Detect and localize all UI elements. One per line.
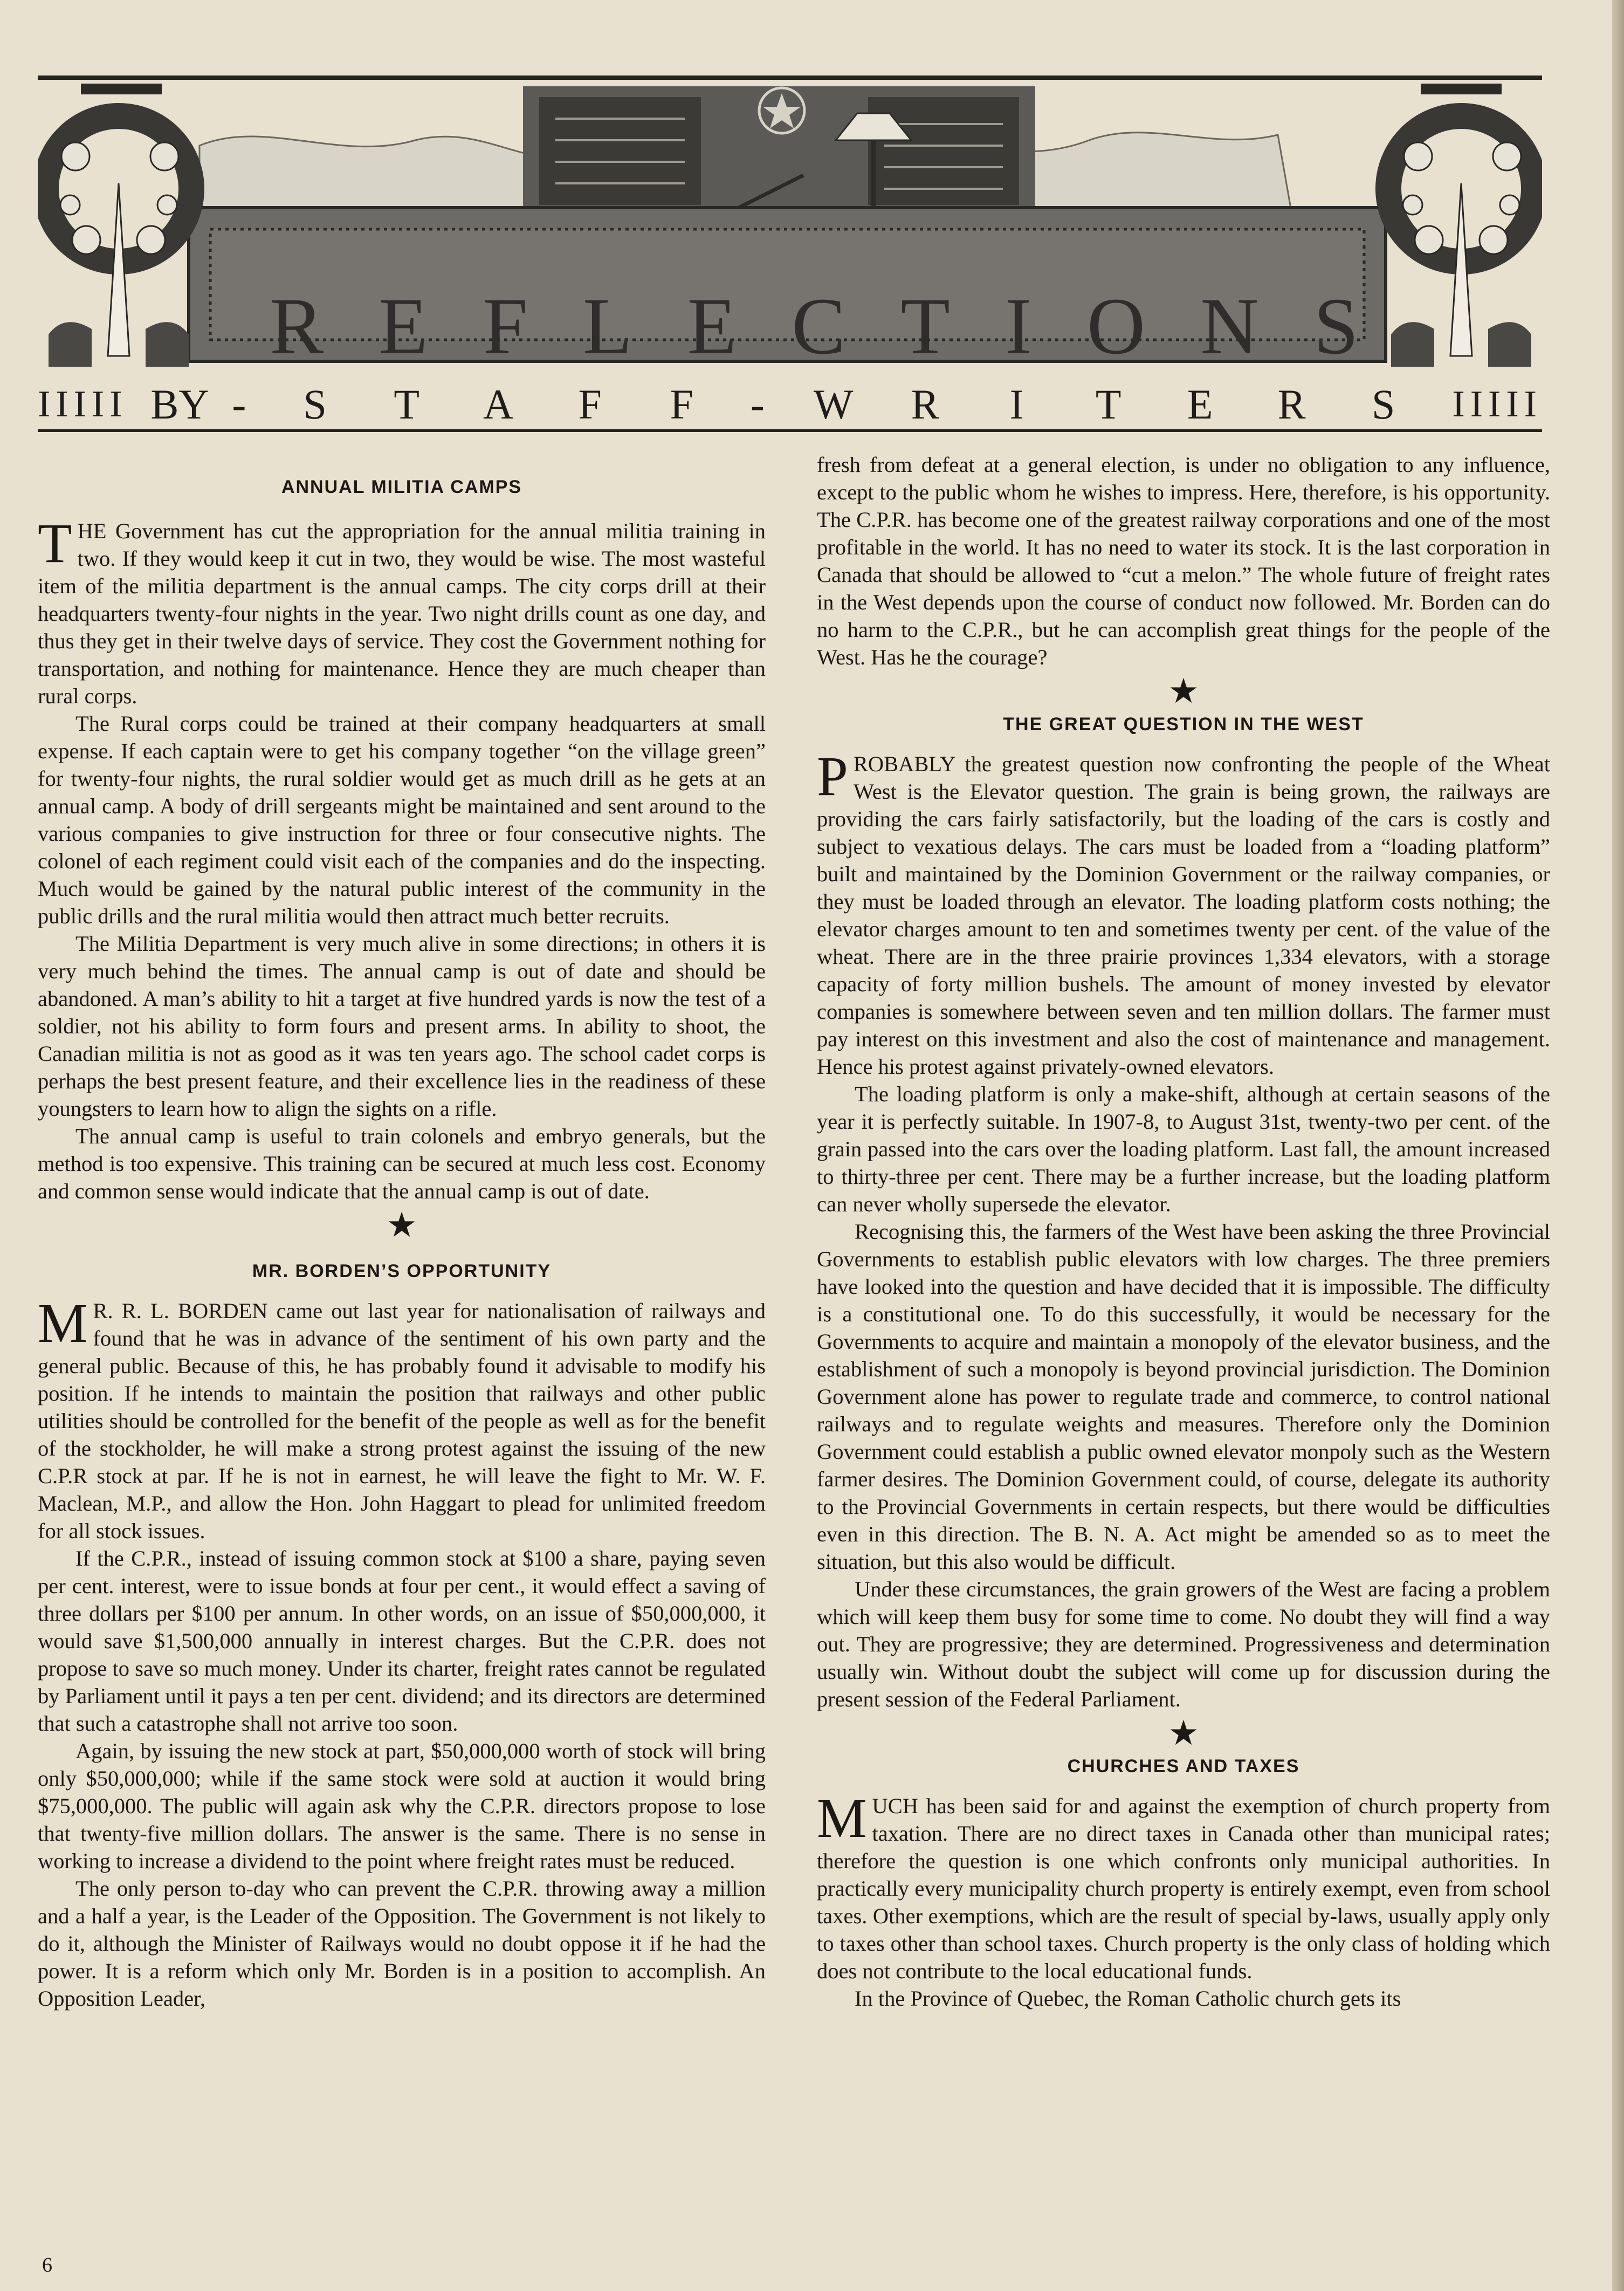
article-heading: MR. BORDEN’S OPPORTUNITY	[252, 1261, 552, 1281]
byline-by: BY	[150, 381, 209, 428]
byline-left-tally: IIIII	[38, 383, 128, 425]
drop-cap: M	[817, 1787, 867, 1849]
article-heading: THE GREAT QUESTION IN THE WEST	[1003, 714, 1364, 735]
article-paragraph	[817, 745, 1550, 1080]
article-paragraph: The loading platform is only a make-shift, although at certain seasons of the year it is perfectly suitable. In 1907-8, to August 31st, twenty-two per cent. of the grain passed into the cars over the loading platform. Last fall, the amount increased to thirty-three per cent. There may be a further increase, but the loading platform can never wholly supersede the elevator.	[817, 1082, 1550, 1216]
article-paragraph: Under these circumstances, the grain growers of the West are facing a problem which will keep them busy for some time to come. No doubt they will find a way out. They are progressive; they are determined. Progressiveness and determination usually win. Without doubt the subject will come up for discussion during the present session of the Federal Parliament.	[817, 1577, 1550, 1711]
article-paragraph: The only person to-day who can prevent the C.P.R. throwing away a million and a half a year, is the Leader of the Opposition. The Government is not likely to do it, although the Minister of Railways would no doubt oppose it if he had the power. It is a reform which only Mr. Borden is in a position to accomplish. An Opposition Leader,	[38, 1876, 766, 2011]
page-number: 6	[42, 2254, 52, 2276]
byline-writers	[788, 380, 1429, 429]
article-continuation: fresh from defeat at a general election, is under no obligation to any influence, except to the public whom he wishes to impress. Here, therefore, is his opportunity. The C.P.R. has become one of the greatest railway corporations and one of the most profitable in the world. It has no need to water its stock. It is the last corporation in Canada that should be allowed to “cut a melon.” The whole future of freight rates in the West depends upon the course of conduct now followed. Mr. Borden can do no harm to the C.P.R., but he can accomplish great things for the people of the West. Has he the courage?	[817, 452, 1550, 669]
article-paragraph: The Rural corps could be trained at their company headquarters at small expense. If each captain were to get his company together “on the village green” for twenty-four nights, the rural soldier would get as much drill as he gets at an annual camp. A body of drill sergeants might be maintained and sent around to the various companies to give instruction for three or four consecutive nights. The colonel of each regiment could visit each of the companies and do the inspecting. Much would be gained by the natural public interest of the community in the public drills and the rural militia would then attract much better recruits.	[38, 711, 766, 928]
paragraph-text: ROBABLY the greatest question now confronting the people of the Wheat West is the Elevator question. The grain is being grown, the railways are providing the cars fairly satisfactorily, but the loading of the cars is costly and subject to vexatious delays. The cars must be loaded from a “loading platform” built and maintained by the Dominion Government or the railway companies, or they must be loaded through an elevator. The loading platform costs nothing; the elevator charges amount to ten and sometimes twenty per cent. of the value of the wheat. There are in the three prairie provinces 1,334 elevators, with a storage capacity of forty million bushels. The amount of money invested by elevator companies is somewhere between seven and ten million dollars. The farmer must pay interest on this investment and also the cost of maintenance and management. Hence his protest against privately-owned elevators.	[817, 752, 1550, 1079]
drop-cap: P	[817, 745, 848, 807]
byline-separator: -	[750, 381, 765, 428]
paragraph-text: R. R. L. BORDEN came out last year for nationalisation of railways and found that he was in advance of the sentiment of his own party and the general public. Because of this, he has probably found it advisable to modify his position. If he intends to maintain the position that railways and other public utilities should be controlled for the benefit of the people as well as for the benefit of the stockholder, he will make a strong protest against the issuing of the new C.P.R stock at par. If he is not in earnest, he will leave the fight to Mr. W. F. Maclean, M.P., and allow the Hon. John Haggart to plead for unlimited freedom for all stock issues.	[38, 1299, 766, 1543]
byline-letter: S	[303, 381, 327, 428]
article-paragraph: Recognising this, the farmers of the West have been asking the three Provincial Governments to establish public elevators with low charges. The three premiers have looked into the question and have decided that it is impossible. The difficulty is a constitutional one. To do this successfully, it would be necessary for the Governments to acquire and maintain a monopoly of the elevator business, and the establishment of such a monopoly is beyond provincial jurisdiction. The Dominion Government alone has power to regulate trade and commerce, to control national railways and to regulate weights and measures. Therefore only the Dominion Government could establish a public owned elevator monpoly such as the Western farmer desires. The Dominion Government could, of course, delegate its authority to the Provincial Governments in certain respects, but there would be difficulties even in this direction. The B. N. A. Act might be amended so as to meet the situation, but this also would be difficult.	[817, 1219, 1550, 1574]
byline-letter: F	[670, 381, 693, 428]
paragraph-text: HE Government has cut the appropriation for the annual militia training in two. If they would keep it cut in two, they would be wise. The most wasteful item of the militia department is the annual camps. The city corps drill at their headquarters twenty-four nights in the year. Two night drills count as one day, and thus they get in their twelve days of service. They cost the Government nothing for transportation, and nothing for maintenance. Hence they are much cheaper than rural corps.	[38, 519, 766, 708]
byline-letter: F	[578, 381, 602, 428]
byline-letter: E	[1187, 381, 1213, 428]
byline-letter: R	[1277, 381, 1306, 428]
byline-letter: T	[1095, 381, 1121, 428]
byline	[38, 372, 1542, 437]
paragraph-text: UCH has been said for and against the exemption of church property from taxation. There are no direct taxes in Canada other than municipal rates; therefore the question is one which confronts only municipal authorities. In practically every municipality church property is entirely exempt, even from school taxes. Other exemptions, which are the result of special by-laws, usually apply only to taxes other than school taxes. Church property is the only class of holding which does not contribute to the local educational funds.	[817, 1794, 1550, 1983]
masthead-illustration	[38, 76, 1542, 378]
byline-letter: W	[813, 381, 854, 428]
title-letter: R	[270, 282, 324, 371]
title-letter: S	[1313, 282, 1359, 371]
title-letter: E	[687, 282, 737, 371]
title-letter: E	[379, 282, 428, 371]
byline-letter: A	[483, 381, 514, 428]
article-paragraph	[38, 512, 766, 710]
title-letter: T	[900, 282, 950, 371]
drop-cap: T	[38, 512, 72, 574]
article-heading: CHURCHES AND TAXES	[1067, 1756, 1300, 1776]
article-paragraph: Again, by issuing the new stock at part, $50,000,000 worth of stock will bring only $50,000,000; while if the same stock were sold at auction it would bring $75,000,000. The public will again ask why the C.P.R. directors propose to lose that twenty-five million dollars. The answer is the same. There is no sense in working to increase a dividend to the point where freight rates must be reduced.	[38, 1739, 766, 1873]
title-letter: N	[1200, 282, 1259, 371]
article-paragraph: In the Province of Quebec, the Roman Catholic church gets its	[855, 1986, 1401, 2011]
title-letter: O	[1086, 282, 1146, 371]
title-letter: F	[483, 282, 528, 371]
byline-staff	[269, 380, 727, 429]
right-column	[817, 451, 1550, 2012]
byline-letter: I	[1009, 381, 1024, 428]
article-paragraph	[38, 1292, 766, 1545]
left-column	[38, 453, 766, 2012]
byline-rule	[38, 429, 1542, 432]
byline-right-tally: IIIII	[1452, 383, 1542, 425]
star-divider: ★	[1168, 1714, 1199, 1752]
drop-cap: M	[38, 1292, 88, 1354]
byline-letter: R	[911, 381, 939, 428]
article-heading: ANNUAL MILITIA CAMPS	[281, 477, 522, 497]
article-paragraph	[817, 1787, 1550, 1985]
byline-letter: T	[394, 381, 419, 428]
article-paragraph: The annual camp is useful to train colonels and embryo generals, but the method is too expensive. This training can be secured at much less cost. Economy and common sense would indicate that the annual camp is out of date.	[38, 1124, 766, 1203]
star-divider: ★	[1168, 672, 1199, 710]
byline-separator: -	[232, 381, 246, 428]
article-paragraph: If the C.P.R., instead of issuing common stock at $100 a share, paying seven per cent. interest, were to issue bonds at four per cent., it would effect a saving of three dollars per $100 per annum. In other words, on an issue of $50,000,000, it would save $1,500,000 annually in interest charges. But the C.P.R. does not propose to save so much money. Under its charter, freight rates cannot be regulated by Parliament until it pays a ten per cent. dividend; and its directors are determined that such a catastrophe shall not arrive too soon.	[38, 1546, 766, 1736]
title-letter: C	[792, 282, 846, 371]
byline-letter: S	[1371, 381, 1395, 428]
page-edge	[1612, 0, 1624, 2291]
title-letter: I	[1004, 282, 1032, 371]
star-divider: ★	[386, 1206, 417, 1244]
title-letter: L	[583, 282, 632, 371]
article-paragraph: The Militia Department is very much alive in some directions; in others it is very much behind the times. The annual camp is out of date and should be abandoned. A man’s ability to hit a target at five hundred yards is now the test of a soldier, not his ability to form fours and present arms. In ability to shoot, the Canadian militia is not as good as it was ten years ago. The school cadet corps is perhaps the best present feature, and their excellence lies in the readiness of these youngsters to learn how to align the sights on a rifle.	[38, 931, 766, 1121]
